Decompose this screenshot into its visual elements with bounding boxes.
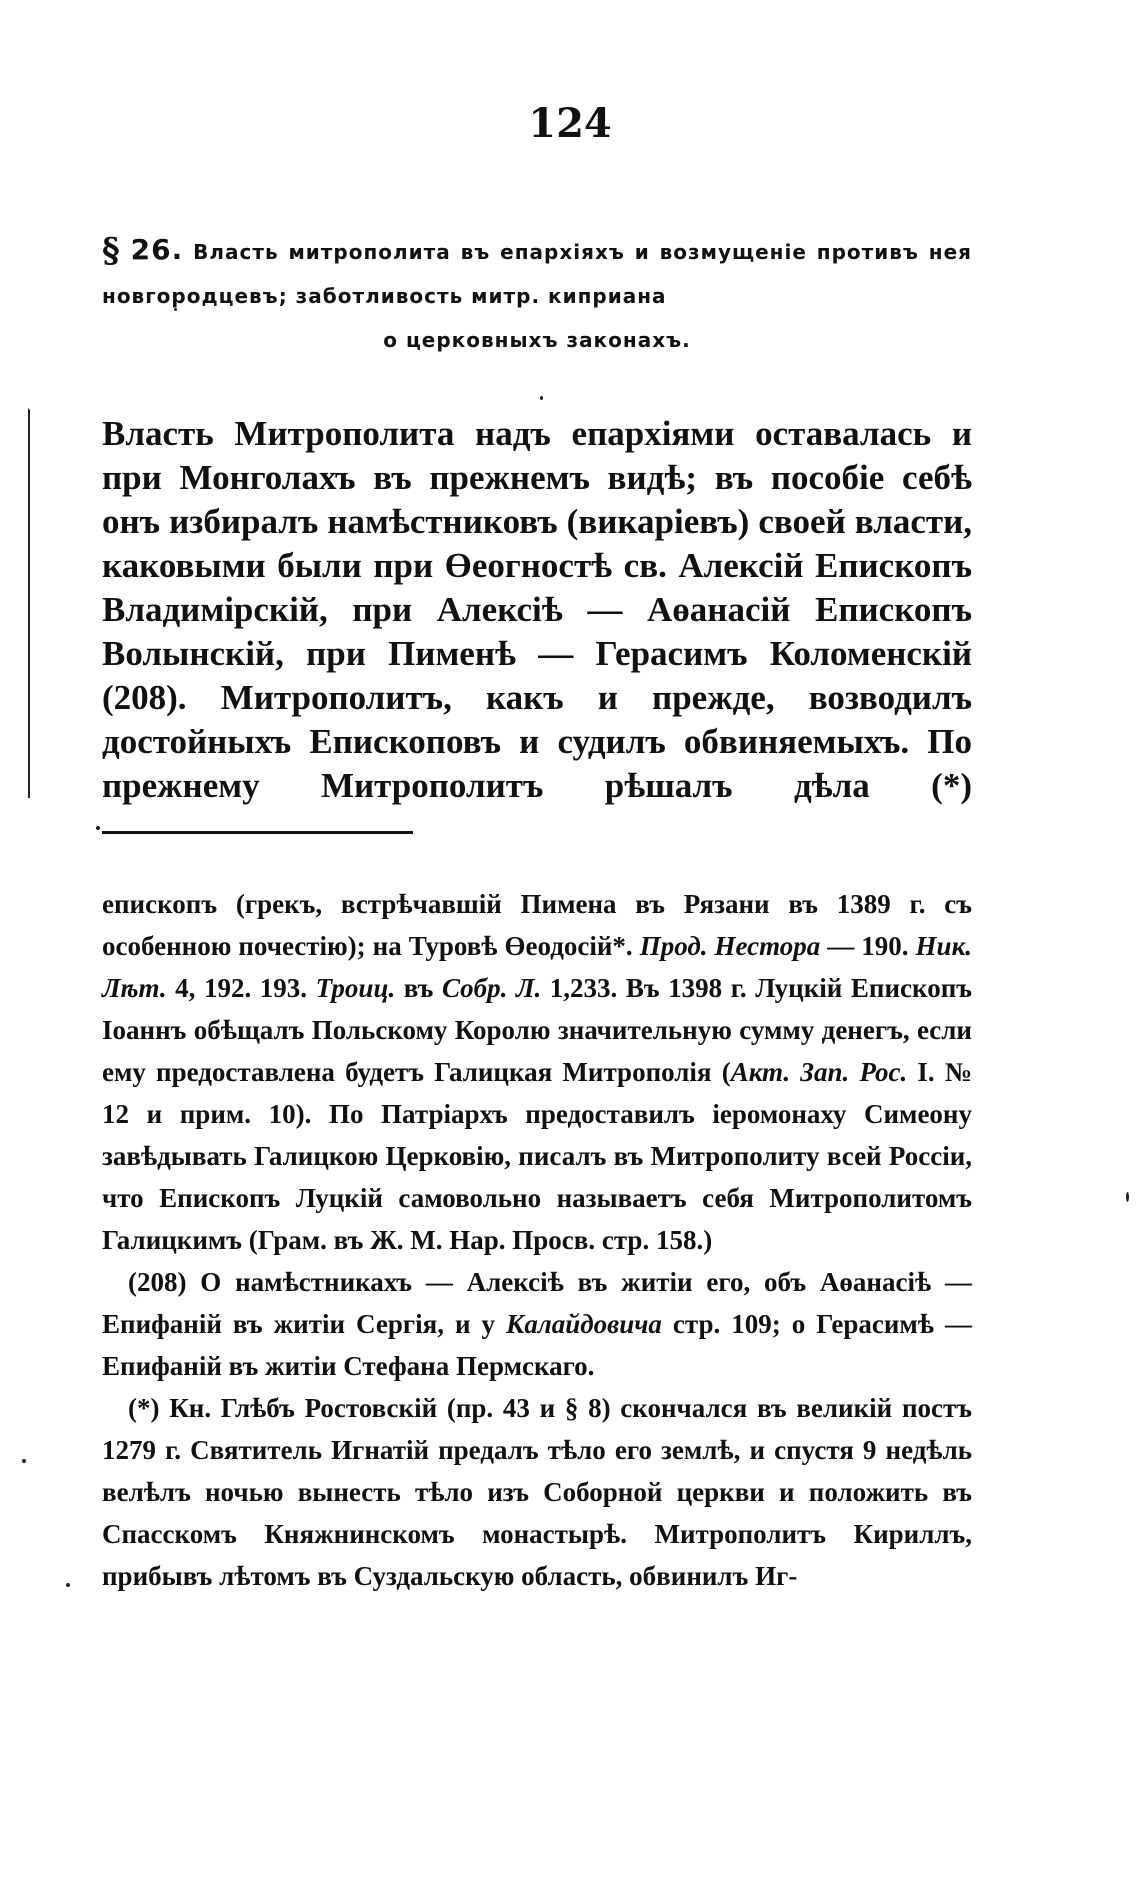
section-title-line-3: о церковныхъ законахъ. <box>383 328 691 352</box>
section-title-line-2: противъ нея новгородцевъ; заботливость митр. киприана <box>102 240 973 308</box>
section-number: 26. <box>130 233 184 266</box>
section-heading <box>102 228 972 362</box>
citation: Собр. Л. <box>441 973 542 1003</box>
citation: Троиц. <box>315 973 396 1003</box>
footnote-text: I. № 12 и прим. 10). По Патрiархъ предоставилъ iеромонаху Симеону завѣдывать Галицкою Церковiю, писалъ въ Митрополиту всей Россiи, что Епископъ Луцкiй самовольно называетъ себя Митрополитомъ Галицкимъ (Грам. въ Ж. М. Нар. Просв. стр. 158.) <box>102 1057 972 1255</box>
scan-speck <box>96 826 100 830</box>
scan-speck <box>66 1583 70 1587</box>
citation: Калайдовича <box>506 1309 662 1339</box>
scan-speck <box>22 1459 26 1463</box>
footnote-text: (208) О намѣстникахъ — Алексiѣ въ житiи его, объ Аөанасiѣ — Епифанiй въ житiи Сергiя, и у <box>102 1267 972 1339</box>
footnote-text: — 190. <box>820 931 916 961</box>
footnote-text: епископъ (грекъ, встрѣчавшiй Пимена въ Рязани въ 1389 г. съ особенною почестiю); на Туровѣ Өеодосiй*. <box>102 889 972 961</box>
scan-speck <box>540 396 543 400</box>
footnote-star: (*) Кн. Глѣбъ Ростовскiй (пр. 43 и § 8) скончался въ великiй постъ 1279 г. Святитель Игнатiй предалъ тѣло его землѣ, и спустя 9 недѣль велѣлъ ночью вынесть тѣло изъ Соборной церкви и положить въ Спасскомъ Княжнинскомъ монастырѣ. Митрополитъ Кириллъ, прибывъ лѣтомъ въ Суздальскую область, обвинилъ Иг- <box>102 1393 972 1591</box>
footnote-separator-rule <box>102 831 413 834</box>
margin-bracket <box>28 408 42 798</box>
section-sign: § <box>102 231 121 271</box>
footnotes <box>102 883 972 1597</box>
citation: Прод. Нестора <box>639 931 821 961</box>
footnote-text: въ <box>395 973 442 1003</box>
footnote-continuation <box>102 883 972 1261</box>
scan-speck <box>174 308 177 311</box>
section-title-line-1: Власть митрополита въ епархiяхъ и возмущенiе <box>193 240 807 264</box>
footnote-text: 1,233. Въ 1398 г. Луцкiй Епископъ Iоаннъ обѣщалъ Польскому Королю значительную сумму денегъ, если ему предоставлена будетъ Галицкая Митрополiя ( <box>102 973 973 1087</box>
footnote-text: стр. 109; о Герасимѣ — Епифанiй въ житiи Стефана Пермскаго. <box>102 1309 972 1381</box>
footnote-208 <box>102 1261 972 1387</box>
footnote-text: 4, 192. 193. <box>166 973 316 1003</box>
page-number: 124 <box>528 100 612 147</box>
citation: Ник. Лѣт. <box>102 931 972 1003</box>
scan-speck <box>1126 1192 1129 1202</box>
citation: Акт. Зап. Рос. <box>730 1057 908 1087</box>
main-paragraph: Власть Митрополита надъ епархiями оставалась и при Монголахъ въ прежнемъ видѣ; въ пособiе себѣ онъ избиралъ намѣстниковъ (викарiевъ) своей власти, каковыми были при Өеогностѣ св. Алексiй Епископъ Владимiрскiй, при Алексiѣ — Аөанасiй Епископъ Волынскiй, при Пименѣ — Герасимъ Коломенскiй (208). Митрополитъ, какъ и прежде, возводилъ достойныхъ Епископовъ и судилъ обвиняемыхъ. По прежнему Митрополитъ рѣшалъ дѣла (*) <box>102 414 972 805</box>
